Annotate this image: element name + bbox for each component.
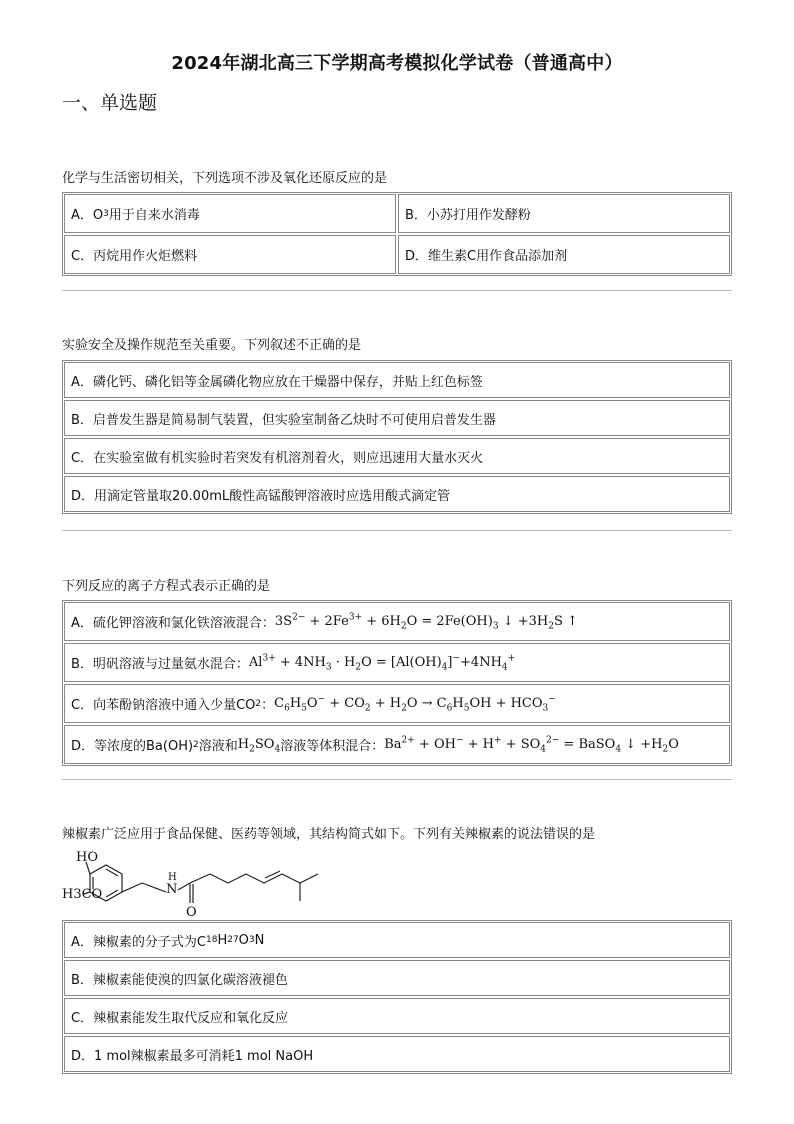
struct-h-label: H (168, 872, 177, 883)
q3-option-b[interactable] (64, 643, 730, 682)
divider (62, 779, 732, 780)
struct-n-label: N (166, 882, 178, 897)
capsaicin-structure (62, 846, 322, 920)
q3-option-c-equation: $C_6H_5O^- + CO_2 + H_2O \to C_6H_5OH + HCO_3^-$ (274, 694, 556, 714)
q1-options (62, 192, 732, 276)
q1-option-a[interactable]: A．O 3 用于自来水消毒 (64, 194, 396, 233)
q4-option-a-h: H (217, 932, 228, 948)
q1-option-a-suffix: 用于自来水消毒 (108, 208, 200, 223)
q3-option-d-h2so4: $H_2SO_4$ (237, 737, 281, 755)
q4-options (62, 920, 732, 1074)
q1-option-d[interactable]: D．维生素C用作食品添加剂 (398, 235, 730, 274)
q3-option-a-equation: $3S^{2-} + 2Fe^{3+} + 6H_2O = 2Fe(OH)_3$ ↓ $+3H_2S$ ↑ (274, 612, 578, 632)
q4-option-d[interactable]: D．1 mol辣椒素最多可消耗1 mol NaOH (64, 1036, 730, 1072)
q2-option-b[interactable]: B．启普发生器是简易制气装置，但实验室制备乙炔时不可使用启普发生器 (64, 400, 730, 436)
struct-meo-label: H3CO (62, 887, 103, 902)
q2-options (62, 360, 732, 514)
q4-stem: 辣椒素广泛应用于食品保健、医药等领域，其结构简式如下。下列有关辣椒素的说法错误的是 (62, 827, 596, 842)
q3-option-d-label-3: 溶液等体积混合： (280, 739, 385, 754)
q2-option-a[interactable]: A．磷化钙、磷化铝等金属磷化物应放在干燥器中保存，并贴上红色标签 (64, 362, 730, 398)
q2-stem: 实验安全及操作规范至关重要。下列叙述不正确的是 (62, 338, 362, 353)
q2-option-c[interactable]: C．在实验室做有机实验时若突发有机溶剂着火，则应迅速用大量水灭火 (64, 438, 730, 474)
q3-option-a[interactable] (64, 602, 730, 641)
section-title: 一、单选题 (62, 92, 158, 114)
struct-ho-label: HO (76, 850, 98, 865)
q4-option-a[interactable]: A．辣椒素的分子式为C 18 H 27 O 3 N (64, 922, 730, 958)
q3-options (62, 600, 732, 766)
q4-option-a-n: N (254, 932, 265, 948)
q4-option-a-o: O (238, 932, 249, 948)
q3-option-a-label: A．硫化钾溶液和氯化铁溶液混合： (71, 616, 275, 631)
q2-option-d[interactable]: D．用滴定管量取20.00mL酸性高锰酸钾溶液时应选用酸式滴定管 (64, 476, 730, 512)
divider (62, 290, 732, 291)
q3-option-b-label: B．明矾溶液与过量氨水混合： (71, 657, 249, 672)
q3-option-d-label-1: D．等浓度的Ba(OH) (71, 739, 194, 754)
q3-option-c-label-end: ： (261, 698, 275, 713)
q1-option-a-prefix: A．O (71, 208, 104, 223)
q3-option-c-label: C．向苯酚钠溶液中通入少量CO (71, 698, 256, 713)
q3-option-d[interactable]: D．等浓度的Ba(OH) 2 溶液和 $H_2SO_4$ 溶液等体积混合： $Ba^{2+} + OH^- + H^+ + SO_4^{2-}$ = BaSO$_4$ ↓ $+H_2O$ (64, 725, 730, 764)
q4-option-a-prefix: A．辣椒素的分子式为C (71, 934, 206, 950)
q3-option-c[interactable]: C．向苯酚钠溶液中通入少量CO 2 ： $C_6H_5O^- + CO_2 + H_2O \to C_6H_5OH + HCO_3^-$ (64, 684, 730, 723)
q3-stem: 下列反应的离子方程式表示正确的是 (62, 579, 271, 594)
q4-option-c[interactable]: C．辣椒素能发生取代反应和氧化反应 (64, 998, 730, 1034)
q3-option-d-equation: $Ba^{2+} + OH^- + H^+ + SO_4^{2-}$ = BaSO$_4$ ↓ $+H_2O$ (384, 735, 679, 755)
q3-option-d-label-2: 溶液和 (198, 739, 238, 754)
struct-o-label: O (186, 905, 197, 920)
divider (62, 530, 732, 531)
q1-stem: 化学与生活密切相关，下列选项不涉及氧化还原反应的是 (62, 171, 388, 186)
q4-option-b[interactable]: B．辣椒素能使溴的四氯化碳溶液褪色 (64, 960, 730, 996)
page-title: 2024年湖北高三下学期高考模拟化学试卷（普通高中） (171, 53, 623, 74)
q1-option-b[interactable]: B．小苏打用作发酵粉 (398, 194, 730, 233)
q1-option-c[interactable]: C．丙烷用作火炬燃料 (64, 235, 396, 274)
q3-option-b-equation: $Al^{3+} + 4NH_3 \cdot H_2O = [Al(OH)_4]^-+4NH_4^+$ (248, 653, 516, 673)
